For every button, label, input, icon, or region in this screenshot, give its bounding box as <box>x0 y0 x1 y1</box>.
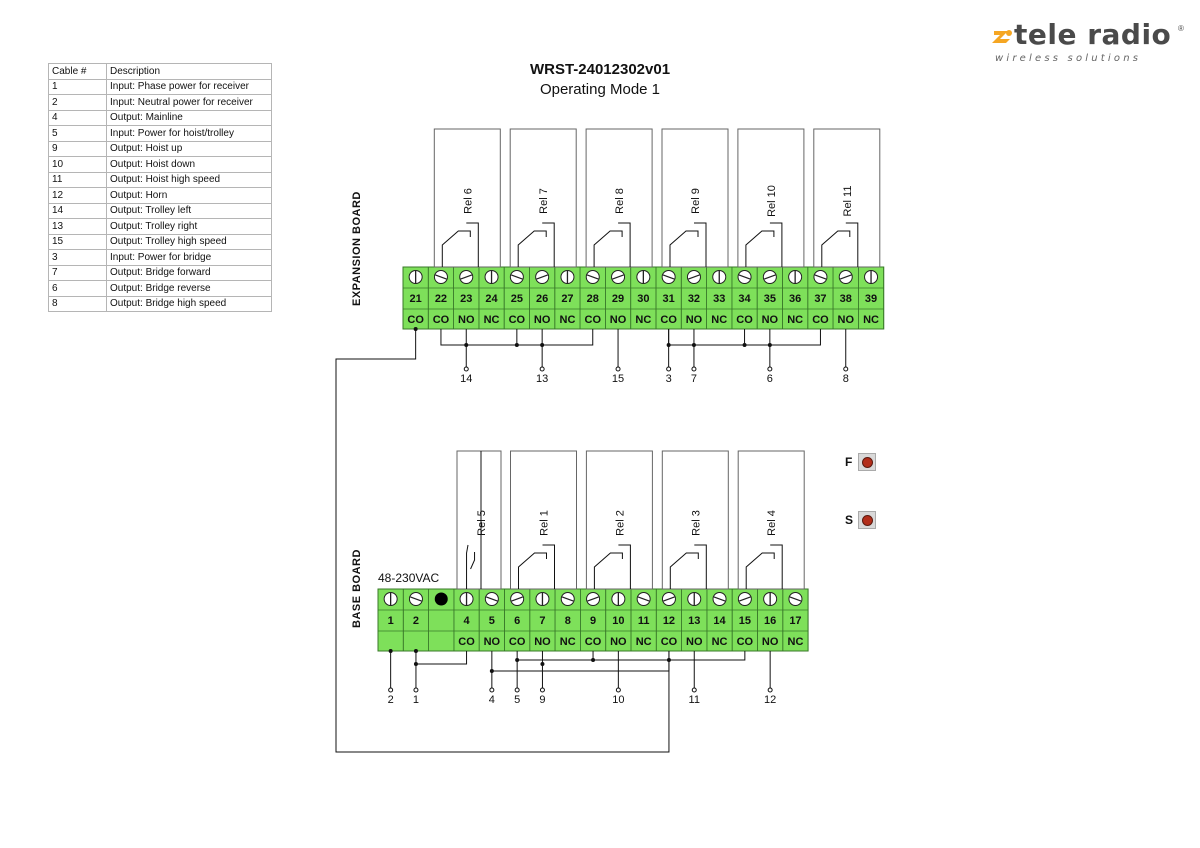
cable-end-ring <box>616 688 620 692</box>
cable-number: 10 <box>49 157 107 173</box>
base-terminal-function: NO <box>610 636 627 648</box>
junction-dot <box>490 669 494 673</box>
expansion-terminal-function: NO <box>533 314 551 326</box>
expansion-terminal-function: CO <box>736 314 753 326</box>
junction-dot <box>768 343 772 347</box>
cable-description: Output: Trolley right <box>107 219 272 235</box>
junction-dot <box>515 658 519 662</box>
cable-description: Input: Power for bridge <box>107 250 272 266</box>
expansion-terminal-number: 25 <box>510 293 523 305</box>
cable-end-ring <box>692 367 696 371</box>
expansion-terminal-number: 29 <box>611 293 625 305</box>
base-wire <box>517 651 745 660</box>
cable-end-ring <box>768 688 772 692</box>
cable-number: 6 <box>49 281 107 297</box>
base-terminal-number: 13 <box>688 615 701 627</box>
cable-description: Output: Hoist down <box>107 157 272 173</box>
cable-description: Output: Mainline <box>107 110 272 126</box>
voltage-label: 48-230VAC <box>378 571 440 585</box>
cable-number-label: 5 <box>514 694 521 706</box>
expansion-terminal-number: 32 <box>687 293 701 305</box>
expansion-terminal-number: 26 <box>536 293 549 305</box>
cable-description: Output: Bridge forward <box>107 265 272 281</box>
cable-number-label: 13 <box>536 373 549 385</box>
base-terminal-number: 4 <box>463 615 470 627</box>
base-terminal-function: NC <box>635 636 652 648</box>
expansion-terminal-number: 34 <box>738 293 751 305</box>
cable-number-label: 10 <box>612 694 625 706</box>
cable-number: 4 <box>49 110 107 126</box>
cable-number: 7 <box>49 265 107 281</box>
base-terminal-function: NO <box>534 636 551 648</box>
expansion-terminal-number: 27 <box>561 293 574 305</box>
logo-name: tele radio <box>1014 18 1172 51</box>
relay-label: Rel 9 <box>690 188 702 214</box>
base-terminal-function: CO <box>584 636 602 648</box>
relay-label: Rel 10 <box>765 185 778 217</box>
expansion-terminal-function: NC <box>559 314 576 326</box>
cable-number-label: 1 <box>412 694 420 706</box>
expansion-terminal-function: NO <box>685 314 703 326</box>
base-terminal-number: 17 <box>789 615 802 627</box>
cable-description: Output: Hoist up <box>107 141 272 157</box>
base-terminal-number: 6 <box>514 615 521 627</box>
relay-label: Rel 6 <box>462 188 475 214</box>
cable-number: 2 <box>49 95 107 111</box>
base-board-label: BASE BOARD <box>351 549 363 628</box>
description-header: Description <box>107 64 272 80</box>
base-wire <box>416 651 467 664</box>
base-terminal-function: NO <box>686 636 703 648</box>
cable-description: Output: Horn <box>107 188 272 204</box>
diagram-subtitle: Operating Mode 1 <box>539 81 661 98</box>
expansion-terminal-number: 35 <box>763 293 776 305</box>
expansion-board-label: EXPANSION BOARD <box>351 191 363 306</box>
cable-number-label: 2 <box>387 694 394 706</box>
base-terminal-function: NC <box>559 636 576 648</box>
cable-end-ring <box>414 688 418 692</box>
expansion-terminal-number: 39 <box>864 293 878 305</box>
expansion-terminal-function: NO <box>458 314 475 326</box>
expansion-terminal-function: NC <box>787 314 804 326</box>
cable-number-label: 11 <box>688 694 700 706</box>
expansion-terminal-function: NC <box>635 314 652 326</box>
base-terminal-number: 16 <box>764 615 777 627</box>
base-terminal-number: 15 <box>738 615 751 627</box>
base-terminal-function: NC <box>787 636 804 648</box>
cable-number-label: 15 <box>611 373 625 385</box>
ground-dot-icon <box>435 593 448 606</box>
cable-end-ring <box>844 367 848 371</box>
cable-number: 14 <box>49 203 107 219</box>
expansion-terminal-function: NO <box>609 314 627 326</box>
cable-number-label: 6 <box>766 373 773 385</box>
s-button-label: S <box>845 513 854 527</box>
cable-number-label: 8 <box>842 373 849 385</box>
logo-registered: ® <box>1178 24 1184 33</box>
base-terminal-function: NO <box>483 636 501 648</box>
cable-end-ring <box>389 688 393 692</box>
junction-dot <box>692 343 696 347</box>
relay-label: Rel 11 <box>841 185 854 217</box>
relay-label: Rel 1 <box>538 510 551 536</box>
base-terminal-number: 2 <box>412 615 420 627</box>
expansion-terminal-number: 30 <box>637 293 650 305</box>
cable-number: 8 <box>49 296 107 312</box>
cable-description: Input: Phase power for receiver <box>107 79 272 95</box>
cable-number-label: 9 <box>539 694 546 706</box>
expansion-terminal-function: CO <box>812 314 829 326</box>
relay-label: Rel 4 <box>766 510 779 536</box>
cable-end-ring <box>464 367 468 371</box>
cable-number: 1 <box>49 79 107 95</box>
cable-header: Cable # <box>49 64 107 80</box>
cable-number: 11 <box>49 172 107 188</box>
base-terminal-number: 12 <box>662 615 676 627</box>
relay-label: Rel 5 <box>476 510 488 536</box>
expansion-terminal-function: NC <box>863 314 879 326</box>
expansion-terminal-number: 23 <box>460 293 473 305</box>
expansion-terminal-function: NC <box>711 314 728 326</box>
base-terminal-function: CO <box>508 636 526 648</box>
junction-dot <box>414 649 418 653</box>
cable-end-ring <box>515 688 519 692</box>
base-terminal-function: CO <box>458 636 475 648</box>
base-terminal-number: 14 <box>713 615 726 627</box>
cable-end-ring <box>768 367 772 371</box>
expansion-terminal-number: 22 <box>434 293 448 305</box>
cable-end-ring <box>490 688 494 692</box>
cable-end-ring <box>616 367 620 371</box>
expansion-terminal-function: CO <box>660 314 677 326</box>
expansion-terminal-function: CO <box>432 314 450 326</box>
base-terminal-number: 1 <box>387 615 394 627</box>
cable-number: 12 <box>49 188 107 204</box>
expansion-terminal-number: 33 <box>713 293 726 305</box>
logo-tagline: wireless solutions <box>995 53 1142 64</box>
expansion-terminal-function: CO <box>584 314 601 326</box>
expansion-terminal-number: 37 <box>814 293 827 305</box>
base-terminal-number: 10 <box>612 615 625 627</box>
cable-description: Output: Trolley left <box>107 203 272 219</box>
junction-dot <box>540 662 544 666</box>
cable-number-label: 7 <box>690 373 698 385</box>
cable-description: Output: Hoist high speed <box>107 172 272 188</box>
expansion-terminal-number: 28 <box>586 293 599 305</box>
cable-end-ring <box>540 688 544 692</box>
junction-dot <box>414 662 418 666</box>
cable-number-label: 4 <box>488 694 495 706</box>
expansion-terminal-function: CO <box>407 314 424 326</box>
cable-description: Output: Bridge high speed <box>107 296 272 312</box>
relay-label: Rel 2 <box>614 510 627 536</box>
base-terminal-number: 8 <box>564 615 571 627</box>
cable-number: 9 <box>49 141 107 157</box>
cable-description: Output: Trolley high speed <box>107 234 272 250</box>
junction-dot <box>464 343 468 347</box>
expansion-terminal-number: 36 <box>789 293 802 305</box>
cable-number-label: 3 <box>665 373 672 385</box>
base-terminal-function: CO <box>736 636 754 648</box>
base-terminal-number: 11 <box>637 615 650 627</box>
junction-dot <box>515 343 519 347</box>
relay-label: Rel 8 <box>614 188 627 214</box>
cable-number: 13 <box>49 219 107 235</box>
expansion-terminal-function: CO <box>508 314 526 326</box>
cable-end-ring <box>692 688 696 692</box>
relay-label: Rel 3 <box>690 510 703 536</box>
cable-description: Output: Bridge reverse <box>107 281 272 297</box>
cable-number: 5 <box>49 126 107 142</box>
expansion-terminal-number: 21 <box>409 293 422 305</box>
cable-end-ring <box>667 367 671 371</box>
junction-dot <box>743 343 747 347</box>
diagram-title: WRST-24012302v01 <box>529 61 671 78</box>
base-terminal-function: NO <box>761 636 779 648</box>
base-terminal-function: NC <box>711 636 728 648</box>
base-terminal-number: 5 <box>488 615 495 627</box>
junction-dot <box>540 343 544 347</box>
cable-description: Input: Neutral power for receiver <box>107 95 272 111</box>
cable-number: 15 <box>49 234 107 250</box>
expansion-terminal-number: 24 <box>485 293 498 305</box>
base-terminal-number: 7 <box>539 615 546 627</box>
cable-description: Input: Power for hoist/trolley <box>107 126 272 142</box>
relay-label: Rel 7 <box>538 188 551 214</box>
cable-number: 3 <box>49 250 107 266</box>
expansion-terminal-number: 38 <box>839 293 852 305</box>
expansion-terminal-number: 31 <box>662 293 675 305</box>
cable-number-label: 12 <box>764 694 777 706</box>
cable-number-label: 14 <box>460 373 473 385</box>
base-terminal-number: 9 <box>589 615 597 627</box>
f-button-label: F <box>845 455 853 469</box>
base-terminal-function: CO <box>660 636 678 648</box>
expansion-terminal-function: NO <box>761 314 779 326</box>
expansion-terminal-function: NC <box>483 314 500 326</box>
junction-dot <box>389 649 393 653</box>
cable-end-ring <box>540 367 544 371</box>
junction-dot <box>414 327 418 331</box>
expansion-terminal-function: NO <box>837 314 854 326</box>
